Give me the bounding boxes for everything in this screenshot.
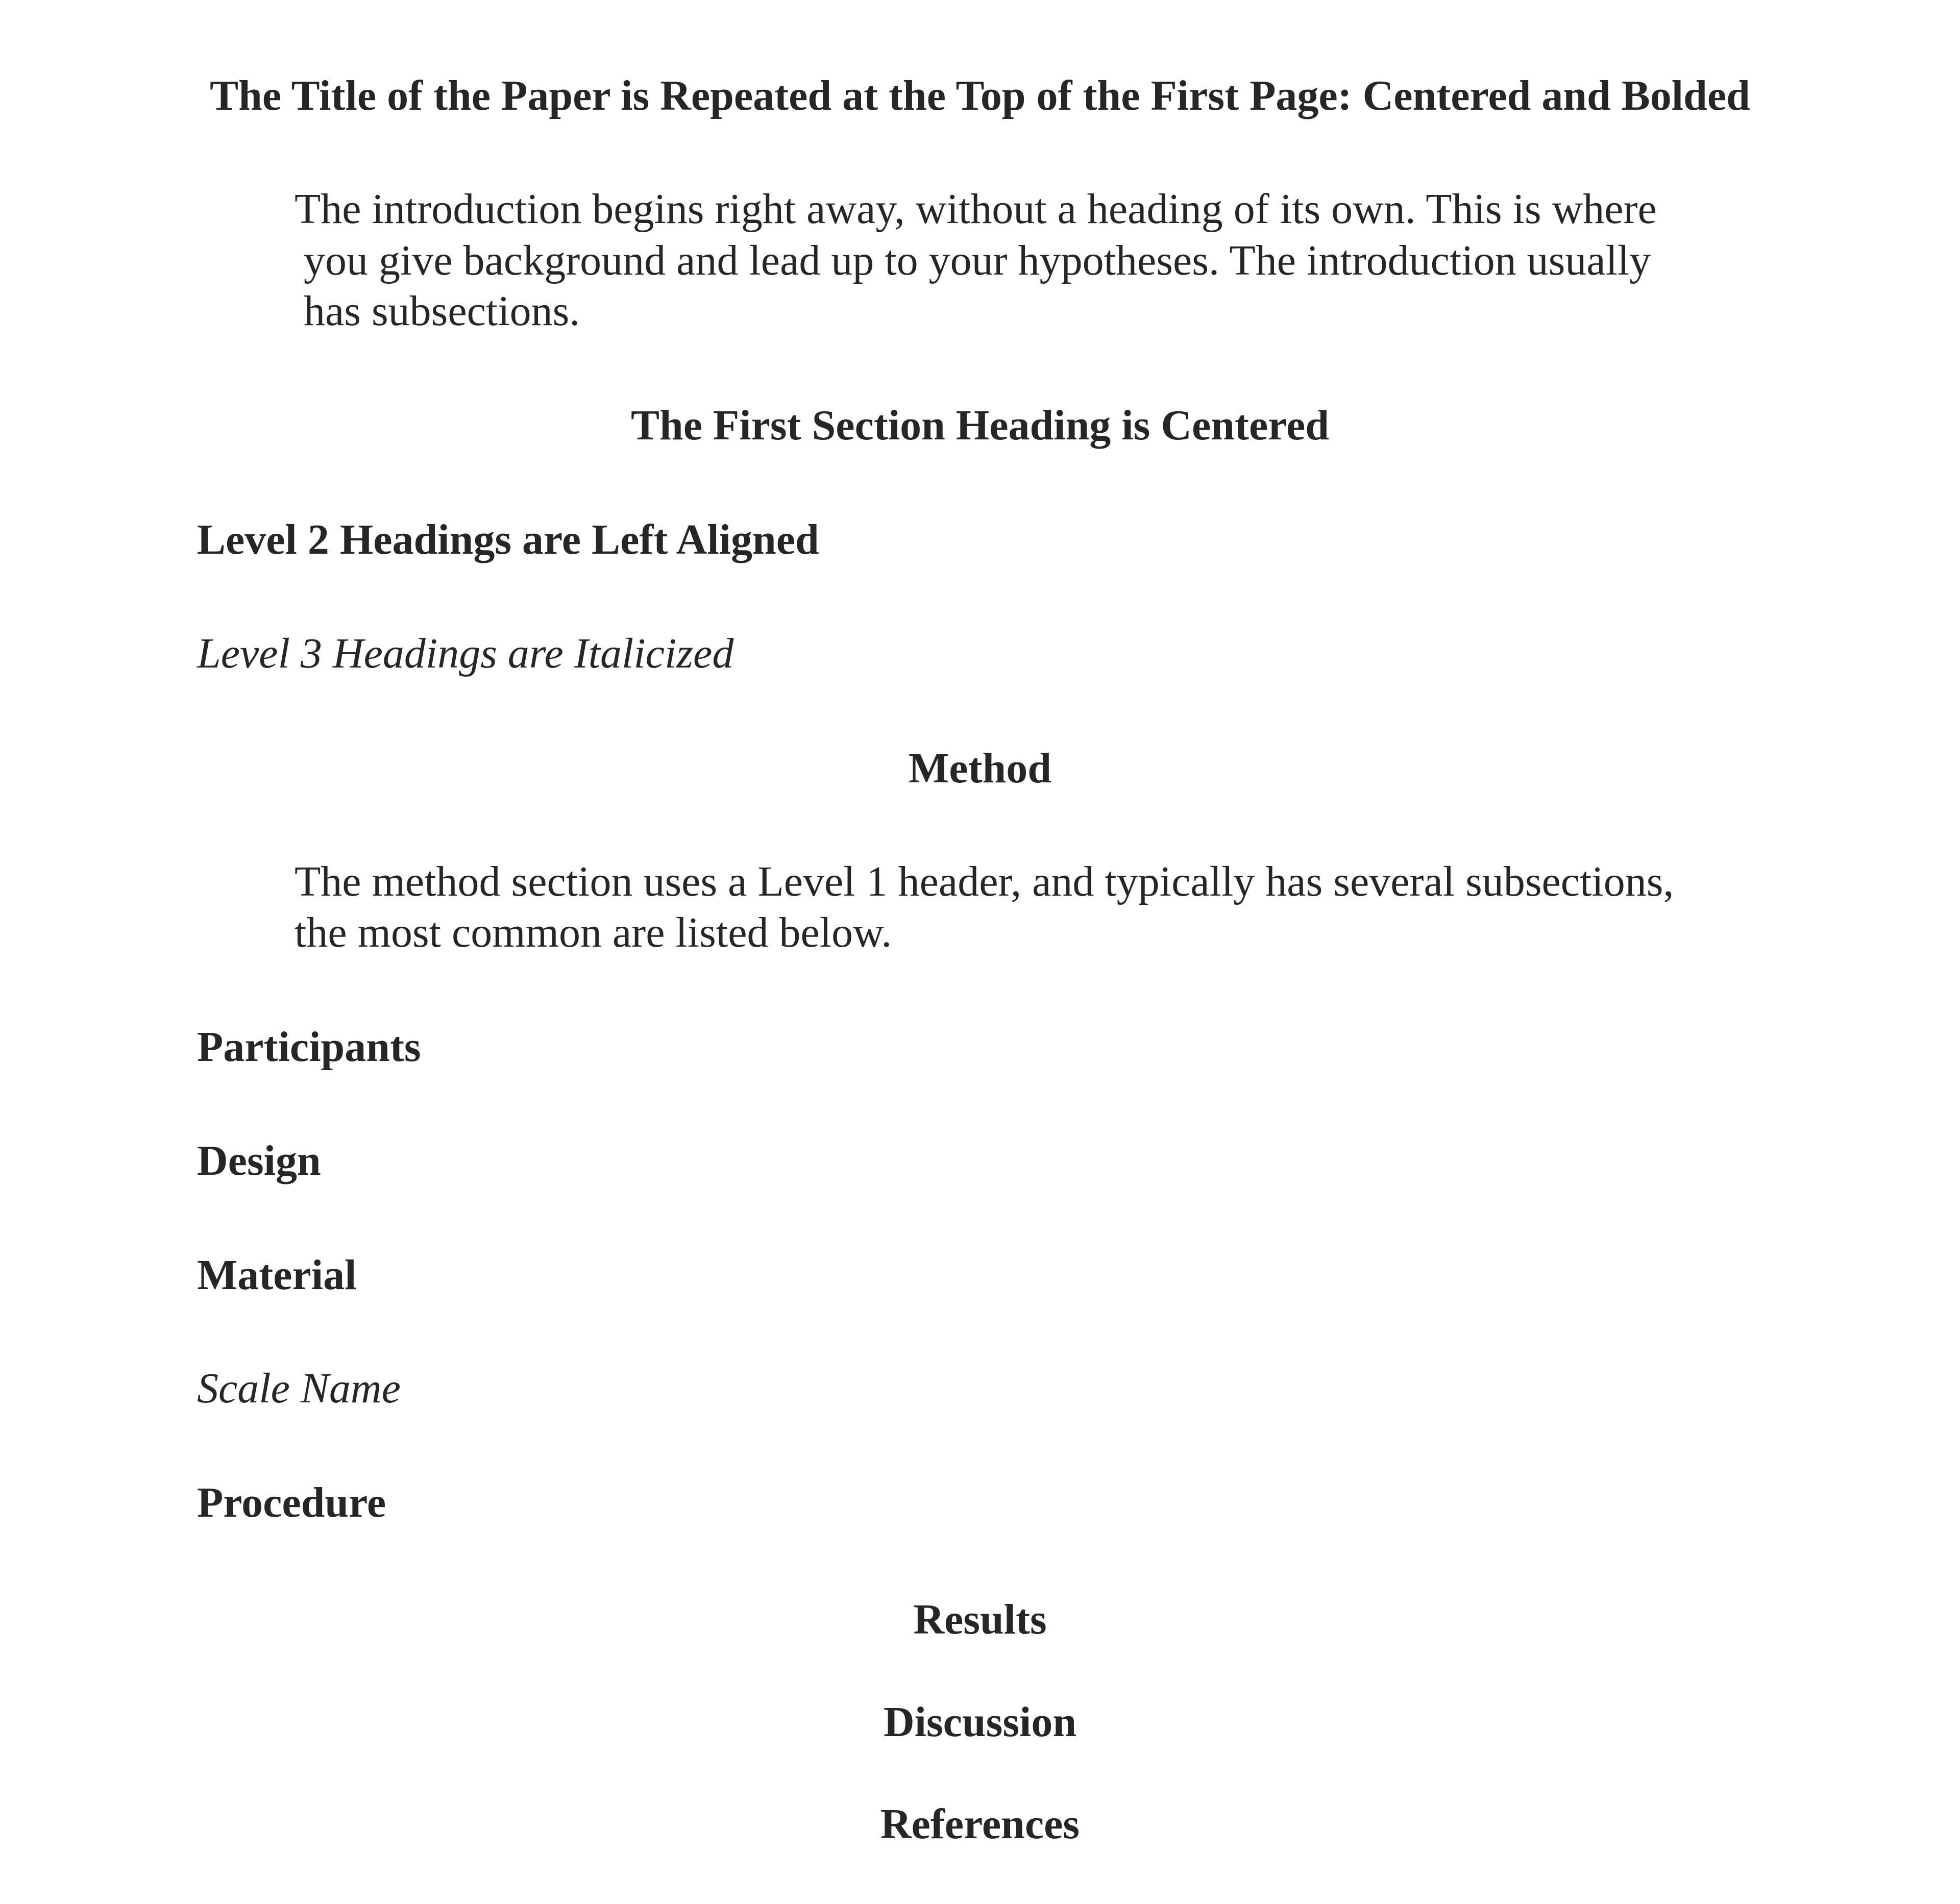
results-heading: Results (913, 1596, 1047, 1643)
procedure-heading: Procedure (197, 1479, 386, 1526)
level2-heading: Level 2 Headings are Left Aligned (197, 516, 819, 563)
intro-paragraph-line-3: has subsections. (304, 287, 580, 335)
level3-heading: Level 3 Headings are Italicized (197, 630, 734, 677)
paper-title: The Title of the Paper is Repeated at the Top of the First Page: Centered and Bolded (210, 72, 1750, 119)
participants-heading: Participants (197, 1023, 421, 1071)
method-heading: Method (909, 745, 1051, 792)
first-section-heading: The First Section Heading is Centered (630, 402, 1330, 449)
design-heading: Design (197, 1137, 321, 1184)
method-paragraph-line-2: the most common are listed below. (295, 909, 892, 956)
discussion-heading: Discussion (883, 1698, 1077, 1746)
references-heading: References (880, 1800, 1080, 1848)
intro-paragraph-line-2: you give background and lead up to your hypotheses. The introduction usually (304, 237, 1651, 284)
method-paragraph-line-1: The method section uses a Level 1 header, and typically has several subsections, (295, 858, 1674, 905)
scale-name-heading: Scale Name (197, 1365, 401, 1412)
material-heading: Material (197, 1251, 357, 1299)
intro-paragraph-line-1: The introduction begins right away, without a heading of its own. This is where (295, 185, 1657, 233)
